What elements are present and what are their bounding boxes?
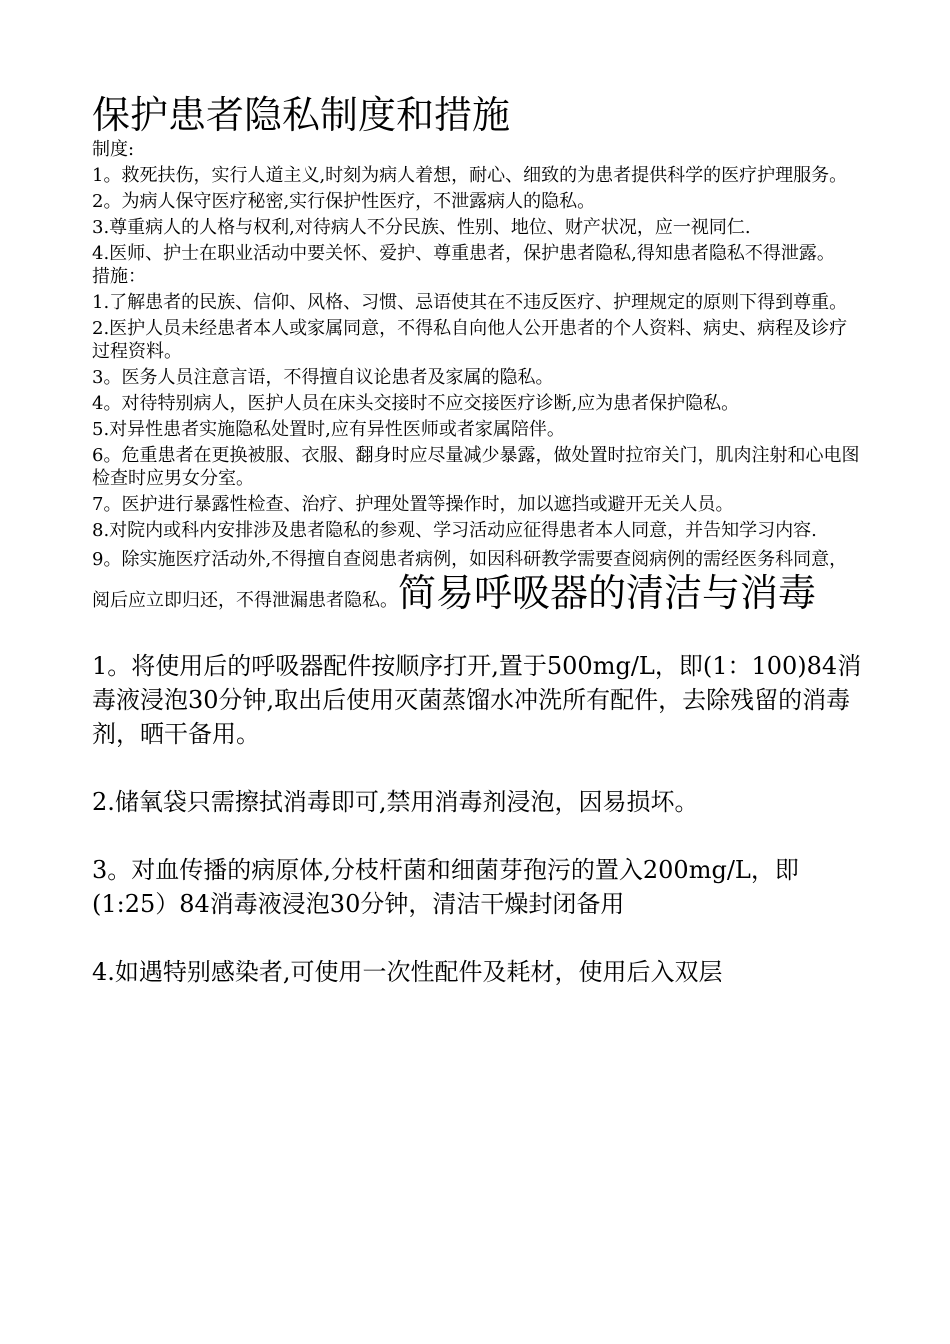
system-item: 1。救死扶伤，实行人道主义,时刻为病人着想，耐心、细致的为患者提供科学的医疗护理服务。 — [92, 165, 848, 186]
spacer — [92, 615, 862, 649]
spacer — [92, 819, 862, 853]
title-respirator-disinfection: 简易呼吸器的清洁与消毒 — [398, 571, 817, 615]
system-item: 2。为病人保守医疗秘密,实行保护性医疗，不泄露病人的隐私。 — [92, 191, 596, 212]
measure-item: 7。医护进行暴露性检查、治疗、护理处置等操作时，加以遮挡或避开无关人员。 — [92, 494, 734, 515]
measure-item: 5.对异性患者实施隐私处置时,应有异性医师或者家属陪伴。 — [92, 419, 565, 440]
measure-item: 4。对待特别病人，医护人员在床头交接时不应交接医疗诊断,应为患者保护隐私。 — [92, 393, 740, 414]
disinfect-item: 1。将使用后的呼吸器配件按顺序打开,置于500mg/L，即(1：100)84消毒液浸泡30分钟,取出后使用灭菌蒸馏水冲洗所有配件，去除残留的消毒剂，晒干备用。 — [92, 652, 862, 748]
disinfection-section — [92, 649, 862, 989]
privacy-section — [92, 138, 862, 615]
measure-item: 3。医务人员注意言语，不得擅自议论患者及家属的隐私。 — [92, 367, 554, 388]
disinfect-item: 3。对血传播的病原体,分枝杆菌和细菌芽孢污的置入200mg/L，即(1:25）84消毒液浸泡30分钟，清洁干燥封闭备用 — [92, 856, 799, 918]
measure-item-text: 9。除实施医疗活动外,不得擅自查阅患者病例，如因科研教学需要查阅病例的需经医务科同意，阅后应立即归还，不得泄漏患者隐私。 — [92, 549, 848, 611]
system-item: 3.尊重病人的人格与权利,对待病人不分民族、性别、地位、财产状况，应一视同仁. — [92, 217, 751, 238]
measure-item: 1.了解患者的民族、信仰、风格、习惯、忌语使其在不违反医疗、护理规定的原则下得到尊重。 — [92, 292, 848, 313]
measures-label: 措施： — [92, 266, 146, 287]
measure-item: 8.对院内或科内安排涉及患者隐私的参观、学习活动应征得患者本人同意，并告知学习内容. — [92, 520, 817, 541]
system-label: 制度: — [92, 139, 135, 160]
measure-item: 2.医护人员未经患者本人或家属同意，不得私自向他人公开患者的个人资料、病史、病程及诊疗过程资料。 — [92, 318, 848, 362]
spacer — [92, 921, 862, 955]
title-privacy-policy: 保护患者隐私制度和措施 — [92, 93, 511, 137]
measure-item: 6。危重患者在更换被服、衣服、翻身时应尽量减少暴露，做处置时拉帘关门，肌肉注射和心电图检查时应男女分室。 — [92, 445, 860, 489]
disinfect-item: 4.如遇特别感染者,可使用一次性配件及耗材，使用后入双层 — [92, 958, 723, 986]
disinfect-item: 2.储氧袋只需擦拭消毒即可,禁用消毒剂浸泡，因易损坏。 — [92, 788, 699, 816]
measure-item-with-heading — [92, 548, 862, 615]
system-item: 4.医师、护士在职业活动中要关怀、爱护、尊重患者，保护患者隐私,得知患者隐私不得泄露。 — [92, 243, 835, 264]
spacer — [92, 751, 862, 785]
document-page — [92, 92, 862, 989]
